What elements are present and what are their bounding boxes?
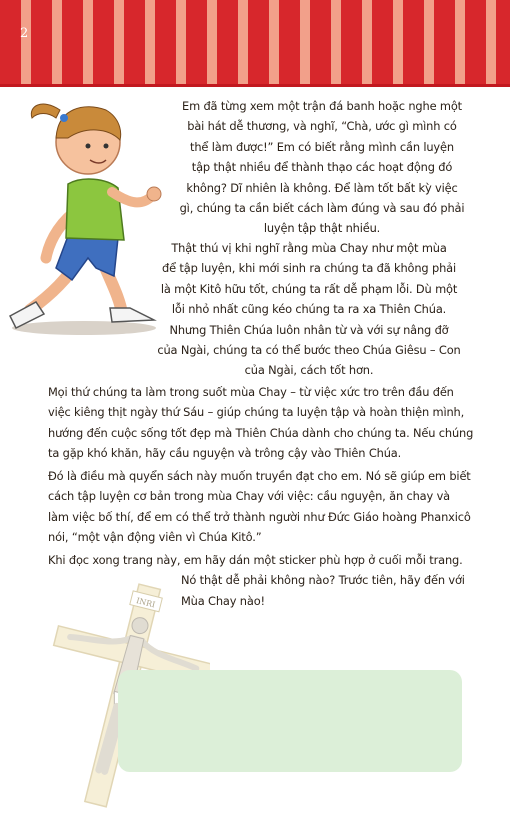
running-girl-illustration <box>2 88 172 348</box>
paragraph-4 <box>48 466 478 548</box>
text-line: Nhưng Thiên Chúa luôn nhân từ và với sự nâng đỡ <box>169 322 449 337</box>
text-line: thể làm được!” Em có biết rằng mình cần luyện <box>190 139 454 154</box>
text-line: làm việc bố thí, để em có thể trở thành người như Đức Giáo hoàng Phanxicô <box>48 509 471 524</box>
text-line: hướng đến cuộc sống tốt đẹp mà Thiên Chúa dành cho chúng ta. Nếu chúng <box>48 425 474 440</box>
text-line: Nó thật dễ phải không nào? Trước tiên, hãy đến với <box>181 573 465 588</box>
paragraph-2 <box>150 238 468 381</box>
text-line: việc kiêng thịt ngày thứ Sáu – giúp chúng ta luyện tập và hoàn thiện mình, <box>48 405 465 420</box>
text-line: Đó là điều mà quyển sách này muốn truyền đạt cho em. Nó sẽ giúp em biết <box>48 469 471 483</box>
paragraph-3 <box>48 382 478 464</box>
text-line: Mùa Chay nào! <box>181 593 265 608</box>
text-line: của Ngài, chúng ta có thể bước theo Chúa Giêsu – Con <box>157 343 461 358</box>
text-line: Em đã từng xem một trận đá banh hoặc nghe một <box>182 99 462 113</box>
text-line: ta gặp khó khăn, hãy cầu nguyện và trông cậy vào Thiên Chúa. <box>48 446 402 461</box>
text-line: gì, chúng ta cần biết cách làm đúng và sau đó phải <box>179 201 465 216</box>
text-line: tập thật nhiều để thành thạo các hoạt động đó <box>191 160 453 175</box>
text-line: để tập luyện, khi mới sinh ra chúng ta đã không phải <box>162 261 456 276</box>
striped-header-band <box>0 0 510 87</box>
paragraph-1 <box>172 96 472 239</box>
text-line: không? Dĩ nhiên là không. Để làm tốt bất kỳ việc <box>186 180 458 195</box>
text-line: Thật thú vị khi nghĩ rằng mùa Chay như một mùa <box>171 241 447 255</box>
text-line: nói, “một vận động viên vì Chúa Kitô.” <box>48 530 262 545</box>
sticker-placeholder-box <box>118 670 462 772</box>
text-line: lỗi nhỏ nhất cũng kéo chúng ta ra xa Thiên Chúa. <box>171 302 447 317</box>
text-line: luyện tập thật nhiều. <box>263 221 381 236</box>
text-line: Mọi thứ chúng ta làm trong suốt mùa Chay – từ việc xức tro trên đầu đến <box>48 385 454 399</box>
text-line: của Ngài, cách tốt hơn. <box>244 363 374 378</box>
page-number: 2 <box>20 26 29 41</box>
text-line: cách tập luyện cơ bản trong mùa Chay với việc: cầu nguyện, ăn chay và <box>48 489 450 504</box>
text-line: Khi đọc xong trang này, em hãy dán một sticker phù hợp ở cuối mỗi trang. <box>48 553 463 567</box>
text-line: bài hát dễ thương, và nghĩ, “Chà, ước gì mình có <box>187 119 457 134</box>
inri-sign: INRI <box>135 596 157 610</box>
text-line: là một Kitô hữu tốt, chúng ta rất dễ phạm lỗi. Dù một <box>160 281 458 296</box>
